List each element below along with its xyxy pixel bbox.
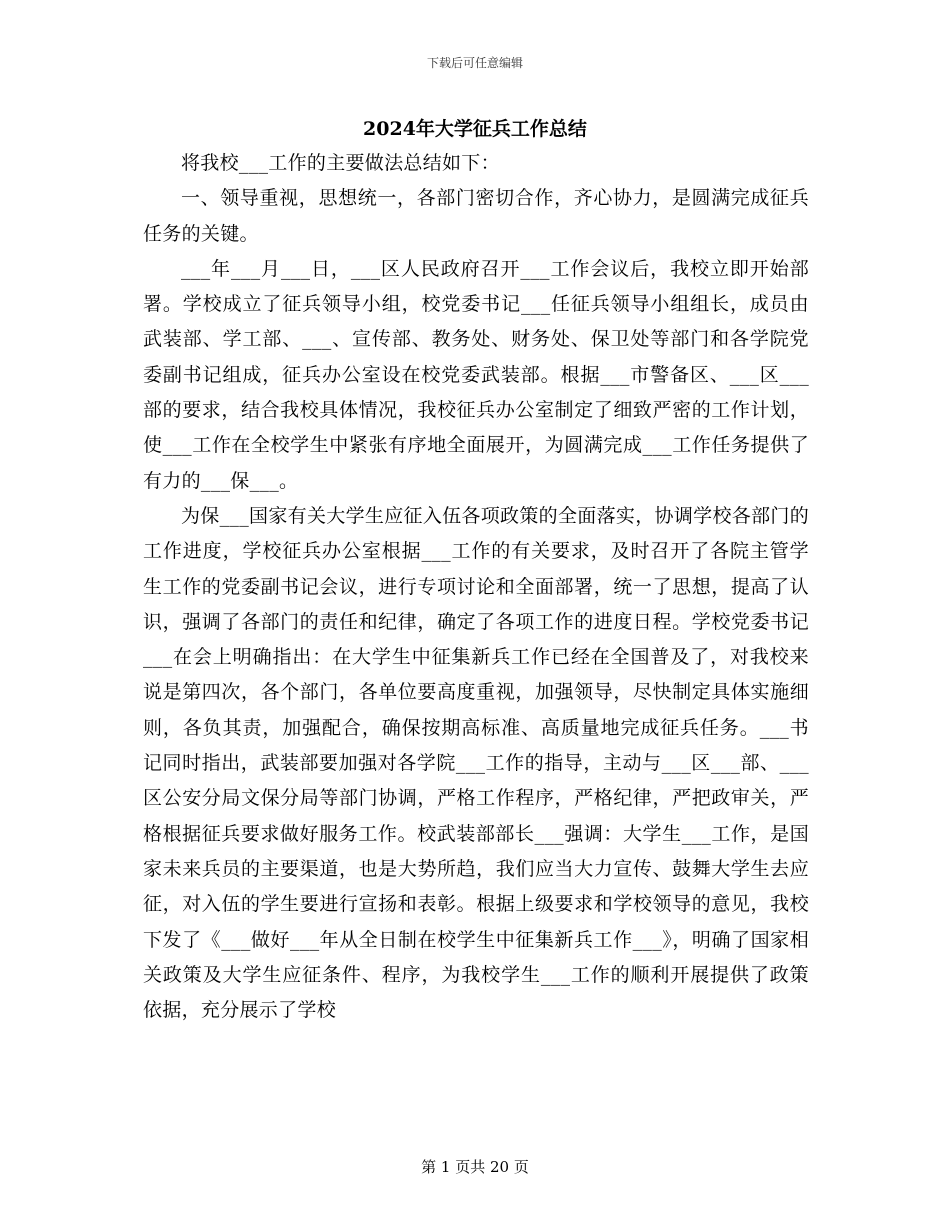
paragraph: 一、领导重视，思想统一，各部门密切合作，齐心协力，是圆满完成征兵任务的关键。 <box>143 187 809 245</box>
header-note: 下载后可任意编辑 <box>426 56 523 70</box>
page-number: 第 1 页共 20 页 <box>421 1158 529 1176</box>
paragraph: ___年___月___日，___区人民政府召开___工作会议后，我校立即开始部署。学校成立了征兵领导小组，校党委书记___任征兵领导小组组长，成员由武装部、学工部、___、宣传部、教务处、财务处、保卫处等部门和各学院党委副书记组成，征兵办公室设在校党委武装部。根据___市警备区、___区___部的要求，结合我校具体情况，我校征兵办公室制定了细致严密的工作计划，使___工作在全校学生中紧张有序地全面展开，为圆满完成___工作任务提供了有力的___保___。 <box>143 257 809 492</box>
paragraph: 为保___国家有关大学生应征入伍各项政策的全面落实，协调学校各部门的工作进度，学校征兵办公室根据___工作的有关要求，及时召开了各院主管学生工作的党委副书记会议，进行专项讨论和全面部署，统一了思想，提高了认识，强调了各部门的责任和纪律，确定了各项工作的进度日程。学校党委书记___在会上明确指出：在大学生中征集新兵工作已经在全国普及了，对我校来说是第四次，各个部门，各单位要高度重视，加强领导，尽快制定具体实施细则，各负其责，加强配合，确保按期高标准、高质量地完成征兵任务。___书记同时指出，武装部要加强对各学院___工作的指导，主动与___区___部、___区公安分局文保分局等部门协调，严格工作程序，严格纪律，严把政审关，严格根据征兵要求做好服务工作。校武装部部长___强调：大学生___工作，是国家未来兵员的主要渠道，也是大势所趋，我们应当大力宣传、鼓舞大学生去应征，对入伍的学生要进行宣扬和表彰。根据上级要求和学校领导的意见，我校下发了《___做好___年从全日制在校学生中征集新兵工作___》，明确了国家相关政策及大学生应征条件、程序，为我校学生___工作的顺利开展提供了政策依据，充分展示了学校 <box>143 504 809 1022</box>
paragraph: 将我校___工作的主要做法总结如下： <box>181 152 500 174</box>
document-title: 2024年大学征兵工作总结 <box>363 118 587 140</box>
document-body <box>143 146 809 1028</box>
